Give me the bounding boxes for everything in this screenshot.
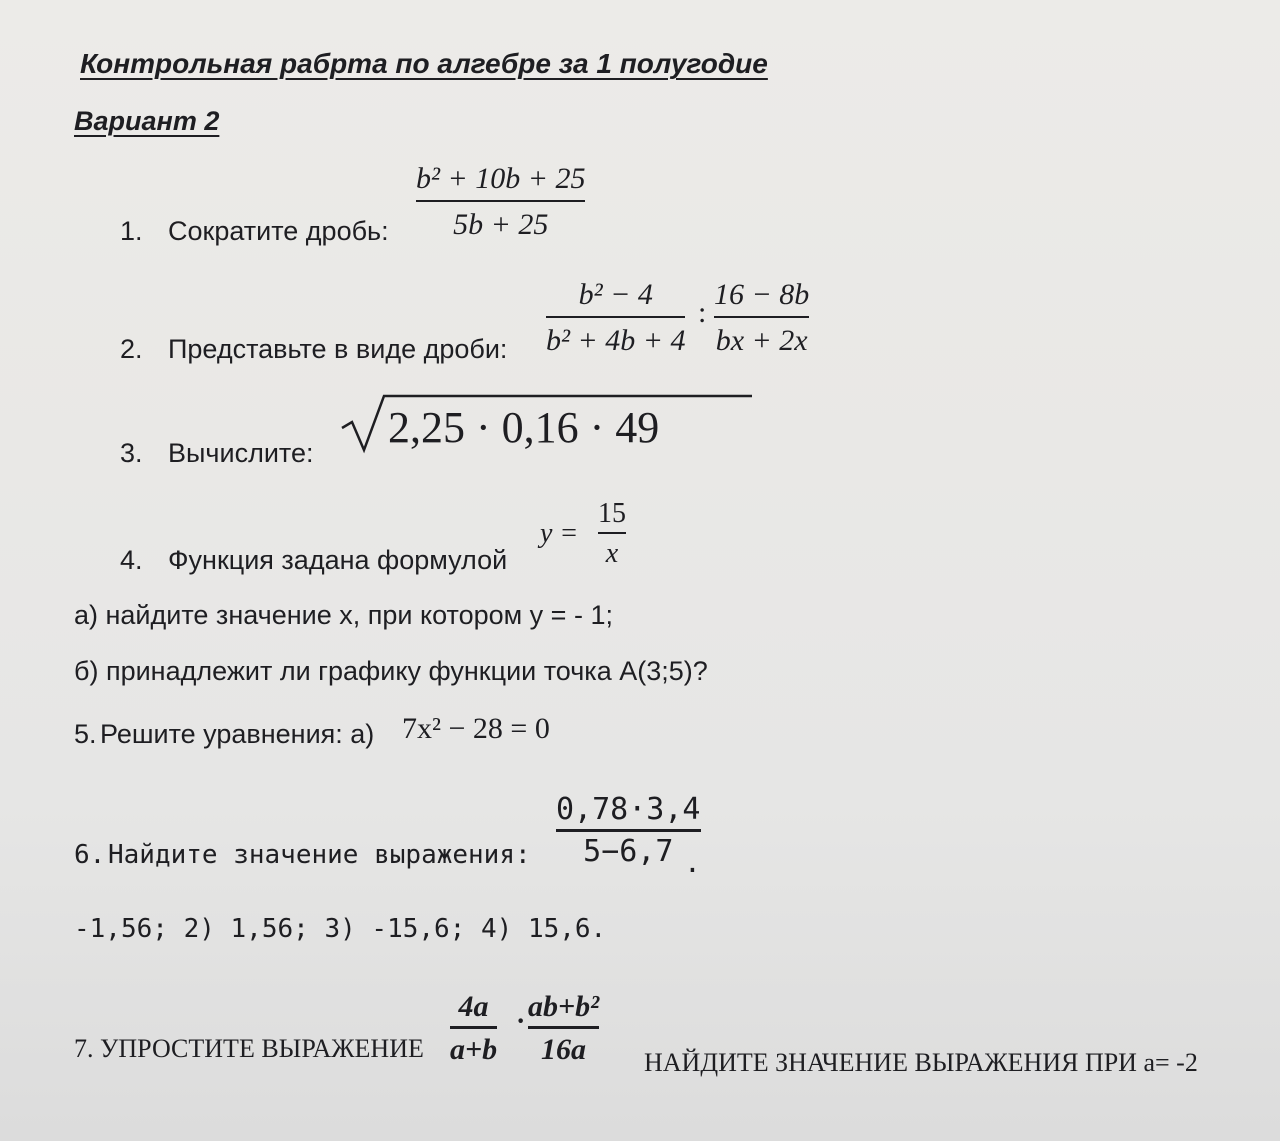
fraction-bar (714, 316, 809, 318)
task-7-fraction-1 (450, 990, 497, 1067)
task-7-frac2-numerator: ab+b² (528, 990, 600, 1023)
task-2-frac1-numerator: b² − 4 (578, 278, 653, 311)
task-6-text: Найдите значение выражения: (108, 840, 531, 870)
fraction-bar (528, 1026, 599, 1029)
task-7-tail-text: НАЙДИТЕ ЗНАЧЕНИЕ ВЫРАЖЕНИЯ ПРИ a= -2 (644, 1048, 1198, 1077)
task-3-number: 3. (120, 438, 143, 468)
task-4-number: 4. (120, 545, 143, 575)
page-title: Контрольная рабрта по алгебре за 1 полугодие (80, 48, 768, 79)
task-1-denominator: 5b + 25 (453, 208, 549, 241)
fraction-bar (546, 316, 685, 318)
task-6-answer-options: -1,56; 2) 1,56; 3) -15,6; 4) 15,6. (74, 914, 607, 944)
task-7-frac1-numerator: 4a (458, 990, 489, 1023)
task-5-equation: 7x² − 28 = 0 (402, 712, 550, 745)
task-6-denominator: 5−6,7 (583, 834, 674, 869)
task-7-fraction-2 (528, 990, 599, 1067)
task-2-operator: : (698, 296, 707, 329)
fraction-bar (450, 1026, 497, 1029)
task-2-fraction-1 (546, 278, 685, 358)
task-5-text: Решите уравнения: а) (100, 719, 375, 749)
task-3-radicand: 2,25 · 0,16 · 49 (388, 403, 660, 452)
fraction-bar (598, 532, 626, 534)
task-7-text: УПРОСТИТЕ ВЫРАЖЕНИЕ (100, 1034, 424, 1063)
task-2-frac2-denominator: bx + 2x (715, 324, 808, 357)
task-7-operator: · (516, 1006, 526, 1037)
task-4-numerator: 15 (598, 498, 626, 529)
fraction-bar (416, 200, 585, 202)
task-1-fraction (416, 162, 585, 242)
task-2-frac1-denominator: b² + 4b + 4 (546, 324, 686, 357)
task-4-part-a: а) найдите значение x, при котором y = - 1; (74, 600, 613, 630)
task-4-text: Функция задана формулой (168, 545, 508, 575)
task-2-text: Представьте в виде дроби: (168, 334, 508, 364)
task-1-number: 1. (120, 216, 143, 246)
task-1-text: Сократите дробь: (168, 216, 389, 246)
variant-heading: Вариант 2 (74, 106, 220, 136)
fraction-bar (556, 829, 701, 832)
task-6-numerator: 0,78·3,4 (556, 792, 701, 827)
task-7-frac2-denominator: 16a (541, 1033, 587, 1066)
task-7-frac1-denominator: a+b (450, 1033, 498, 1066)
task-2-frac2-numerator: 16 − 8b (714, 278, 810, 311)
task-6-number: 6. (74, 840, 106, 870)
task-4-lhs: y = (540, 518, 579, 549)
task-5-number: 5. (74, 719, 97, 749)
task-6-fraction (556, 792, 701, 869)
task-3-text: Вычислите: (168, 438, 314, 468)
task-1-numerator: b² + 10b + 25 (416, 162, 586, 195)
task-4-fraction (598, 498, 626, 570)
task-2-fraction-2 (714, 278, 809, 358)
task-6-trailing-dot: . (684, 846, 701, 879)
task-4-part-b: б) принадлежит ли графику функции точка A(3;5)? (74, 656, 708, 686)
task-4-denominator: x (605, 538, 619, 569)
task-2-number: 2. (120, 334, 143, 364)
task-7-number: 7. (74, 1034, 94, 1063)
